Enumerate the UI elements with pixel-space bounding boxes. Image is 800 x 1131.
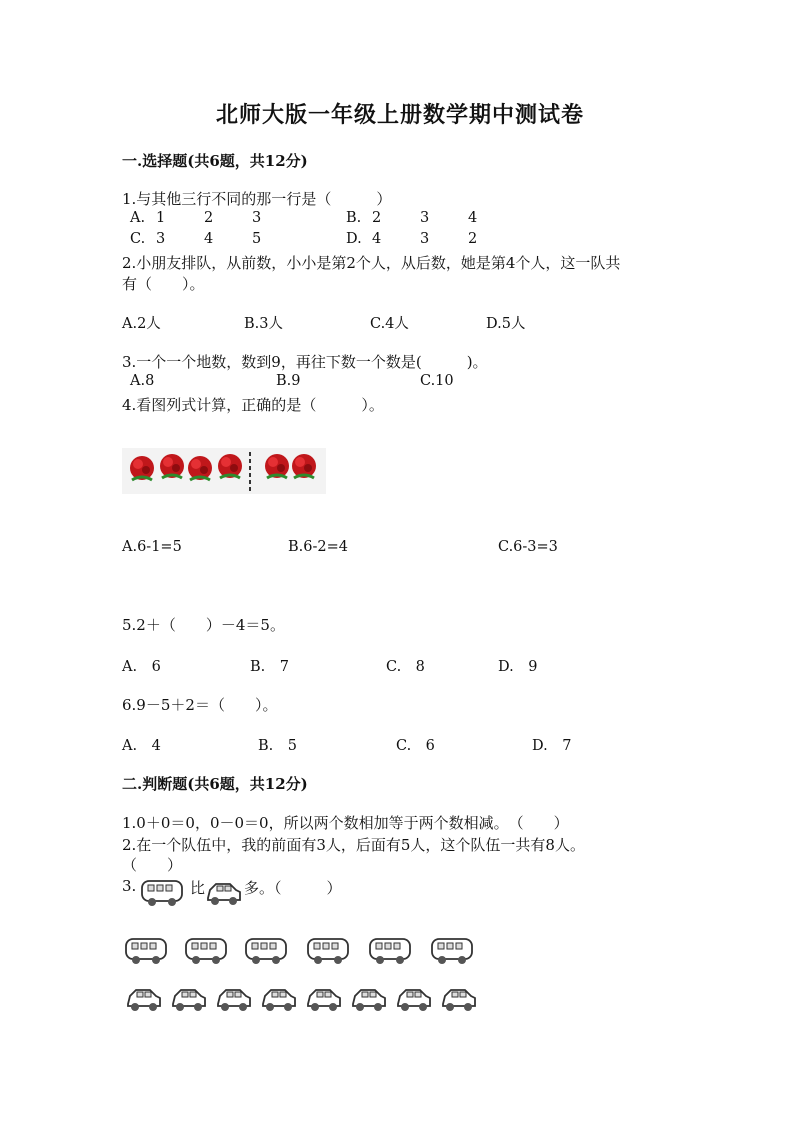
bus-icon <box>126 939 166 964</box>
j2-stem-line1: 2.在一个队伍中，我的前面有3人，后面有5人，这个队伍一共有8人。 <box>122 836 585 854</box>
bus-row <box>124 936 484 972</box>
q5-stem: 5.2＋（ ）－4＝5。 <box>122 616 285 634</box>
q3-option-b: B.9 <box>276 373 301 389</box>
car-icon <box>128 990 160 1011</box>
q6-option-d: D. 7 <box>532 738 572 754</box>
car-icon <box>398 990 430 1011</box>
q1-option-c-num: 4 <box>204 231 214 247</box>
flowers-image <box>122 448 326 494</box>
j2-stem-line2: （ ） <box>122 856 183 874</box>
j1-stem: 1.0＋0＝0，0－0＝0，所以两个数相加等于两个数相减。 （ ） <box>122 814 569 832</box>
j3-middle: 比 <box>190 879 206 897</box>
flower-icon <box>160 454 184 478</box>
q2-option-c: C.4人 <box>370 316 409 332</box>
car-icon <box>173 990 205 1011</box>
section-heading-choice: 一.选择题(共6题，共12分) <box>122 152 308 170</box>
q4-stem: 4.看图列式计算，正确的是（ ）。 <box>122 396 384 414</box>
q2-stem-line1: 2.小朋友排队，从前数，小小是第2个人，从后数，她是第4个人，这一队共 <box>122 254 621 272</box>
q3-stem: 3.一个一个地数，数到9，再往下数一个数是( )。 <box>122 353 488 371</box>
q6-option-a: A. 4 <box>122 738 161 754</box>
q1-option-a-label: A. <box>130 210 146 226</box>
q3-option-a: A.8 <box>130 373 155 389</box>
q1-option-a-num: 2 <box>204 210 214 226</box>
q2-option-a: A.2人 <box>122 316 161 332</box>
q1-option-a-num: 3 <box>252 210 262 226</box>
car-icon <box>218 990 250 1011</box>
q4-option-a: A.6-1=5 <box>122 539 182 555</box>
q1-stem: 1.与其他三行不同的那一行是（ ） <box>122 190 392 208</box>
car-row <box>124 982 484 1020</box>
q4-option-b: B.6-2=4 <box>288 539 348 555</box>
car-icon <box>353 990 385 1011</box>
q1-option-b-num: 2 <box>372 210 382 226</box>
q1-option-b-num: 3 <box>420 210 430 226</box>
flower-icon <box>188 456 212 480</box>
car-icon <box>443 990 475 1011</box>
section-heading-judge: 二.判断题(共6题，共12分) <box>122 775 308 793</box>
car-icon <box>263 990 295 1011</box>
q1-option-c-label: C. <box>130 231 146 247</box>
q5-option-b: B. 7 <box>250 659 289 675</box>
q1-option-d-num: 3 <box>420 231 430 247</box>
q1-option-a-num: 1 <box>156 210 166 226</box>
q5-option-d: D. 9 <box>498 659 538 675</box>
q6-stem: 6.9－5＋2＝（ ）。 <box>122 696 278 714</box>
q1-option-c-num: 5 <box>252 231 262 247</box>
bus-icon <box>246 939 286 964</box>
car-icon <box>308 990 340 1011</box>
q6-option-b: B. 5 <box>258 738 297 754</box>
q1-option-d-num: 4 <box>372 231 382 247</box>
car-icon <box>204 876 244 912</box>
q1-option-b-num: 4 <box>468 210 478 226</box>
q1-option-b-label: B. <box>346 210 362 226</box>
q2-stem-line2: 有（ ）。 <box>122 275 205 293</box>
j3-suffix: 多。（ ） <box>244 879 342 897</box>
q1-option-c-num: 3 <box>156 231 166 247</box>
q5-option-a: A. 6 <box>122 659 161 675</box>
q2-option-b: B.3人 <box>244 316 283 332</box>
j3-prefix: 3. <box>122 877 137 895</box>
bus-icon <box>432 939 472 964</box>
q1-option-d-label: D. <box>346 231 362 247</box>
q2-option-d: D.5人 <box>486 316 526 332</box>
q4-option-c: C.6-3=3 <box>498 539 558 555</box>
bus-icon <box>308 939 348 964</box>
bus-icon <box>186 939 226 964</box>
q1-option-d-num: 2 <box>468 231 478 247</box>
bus-icon <box>370 939 410 964</box>
q3-option-c: C.10 <box>420 373 454 389</box>
flower-icon <box>218 454 242 478</box>
q6-option-c: C. 6 <box>396 738 435 754</box>
q5-option-c: C. 8 <box>386 659 425 675</box>
flower-icon <box>292 454 316 478</box>
bus-icon <box>140 878 186 912</box>
page-title: 北师大版一年级上册数学期中测试卷 <box>215 102 584 128</box>
flower-icon <box>265 454 289 478</box>
flower-icon <box>130 456 154 480</box>
